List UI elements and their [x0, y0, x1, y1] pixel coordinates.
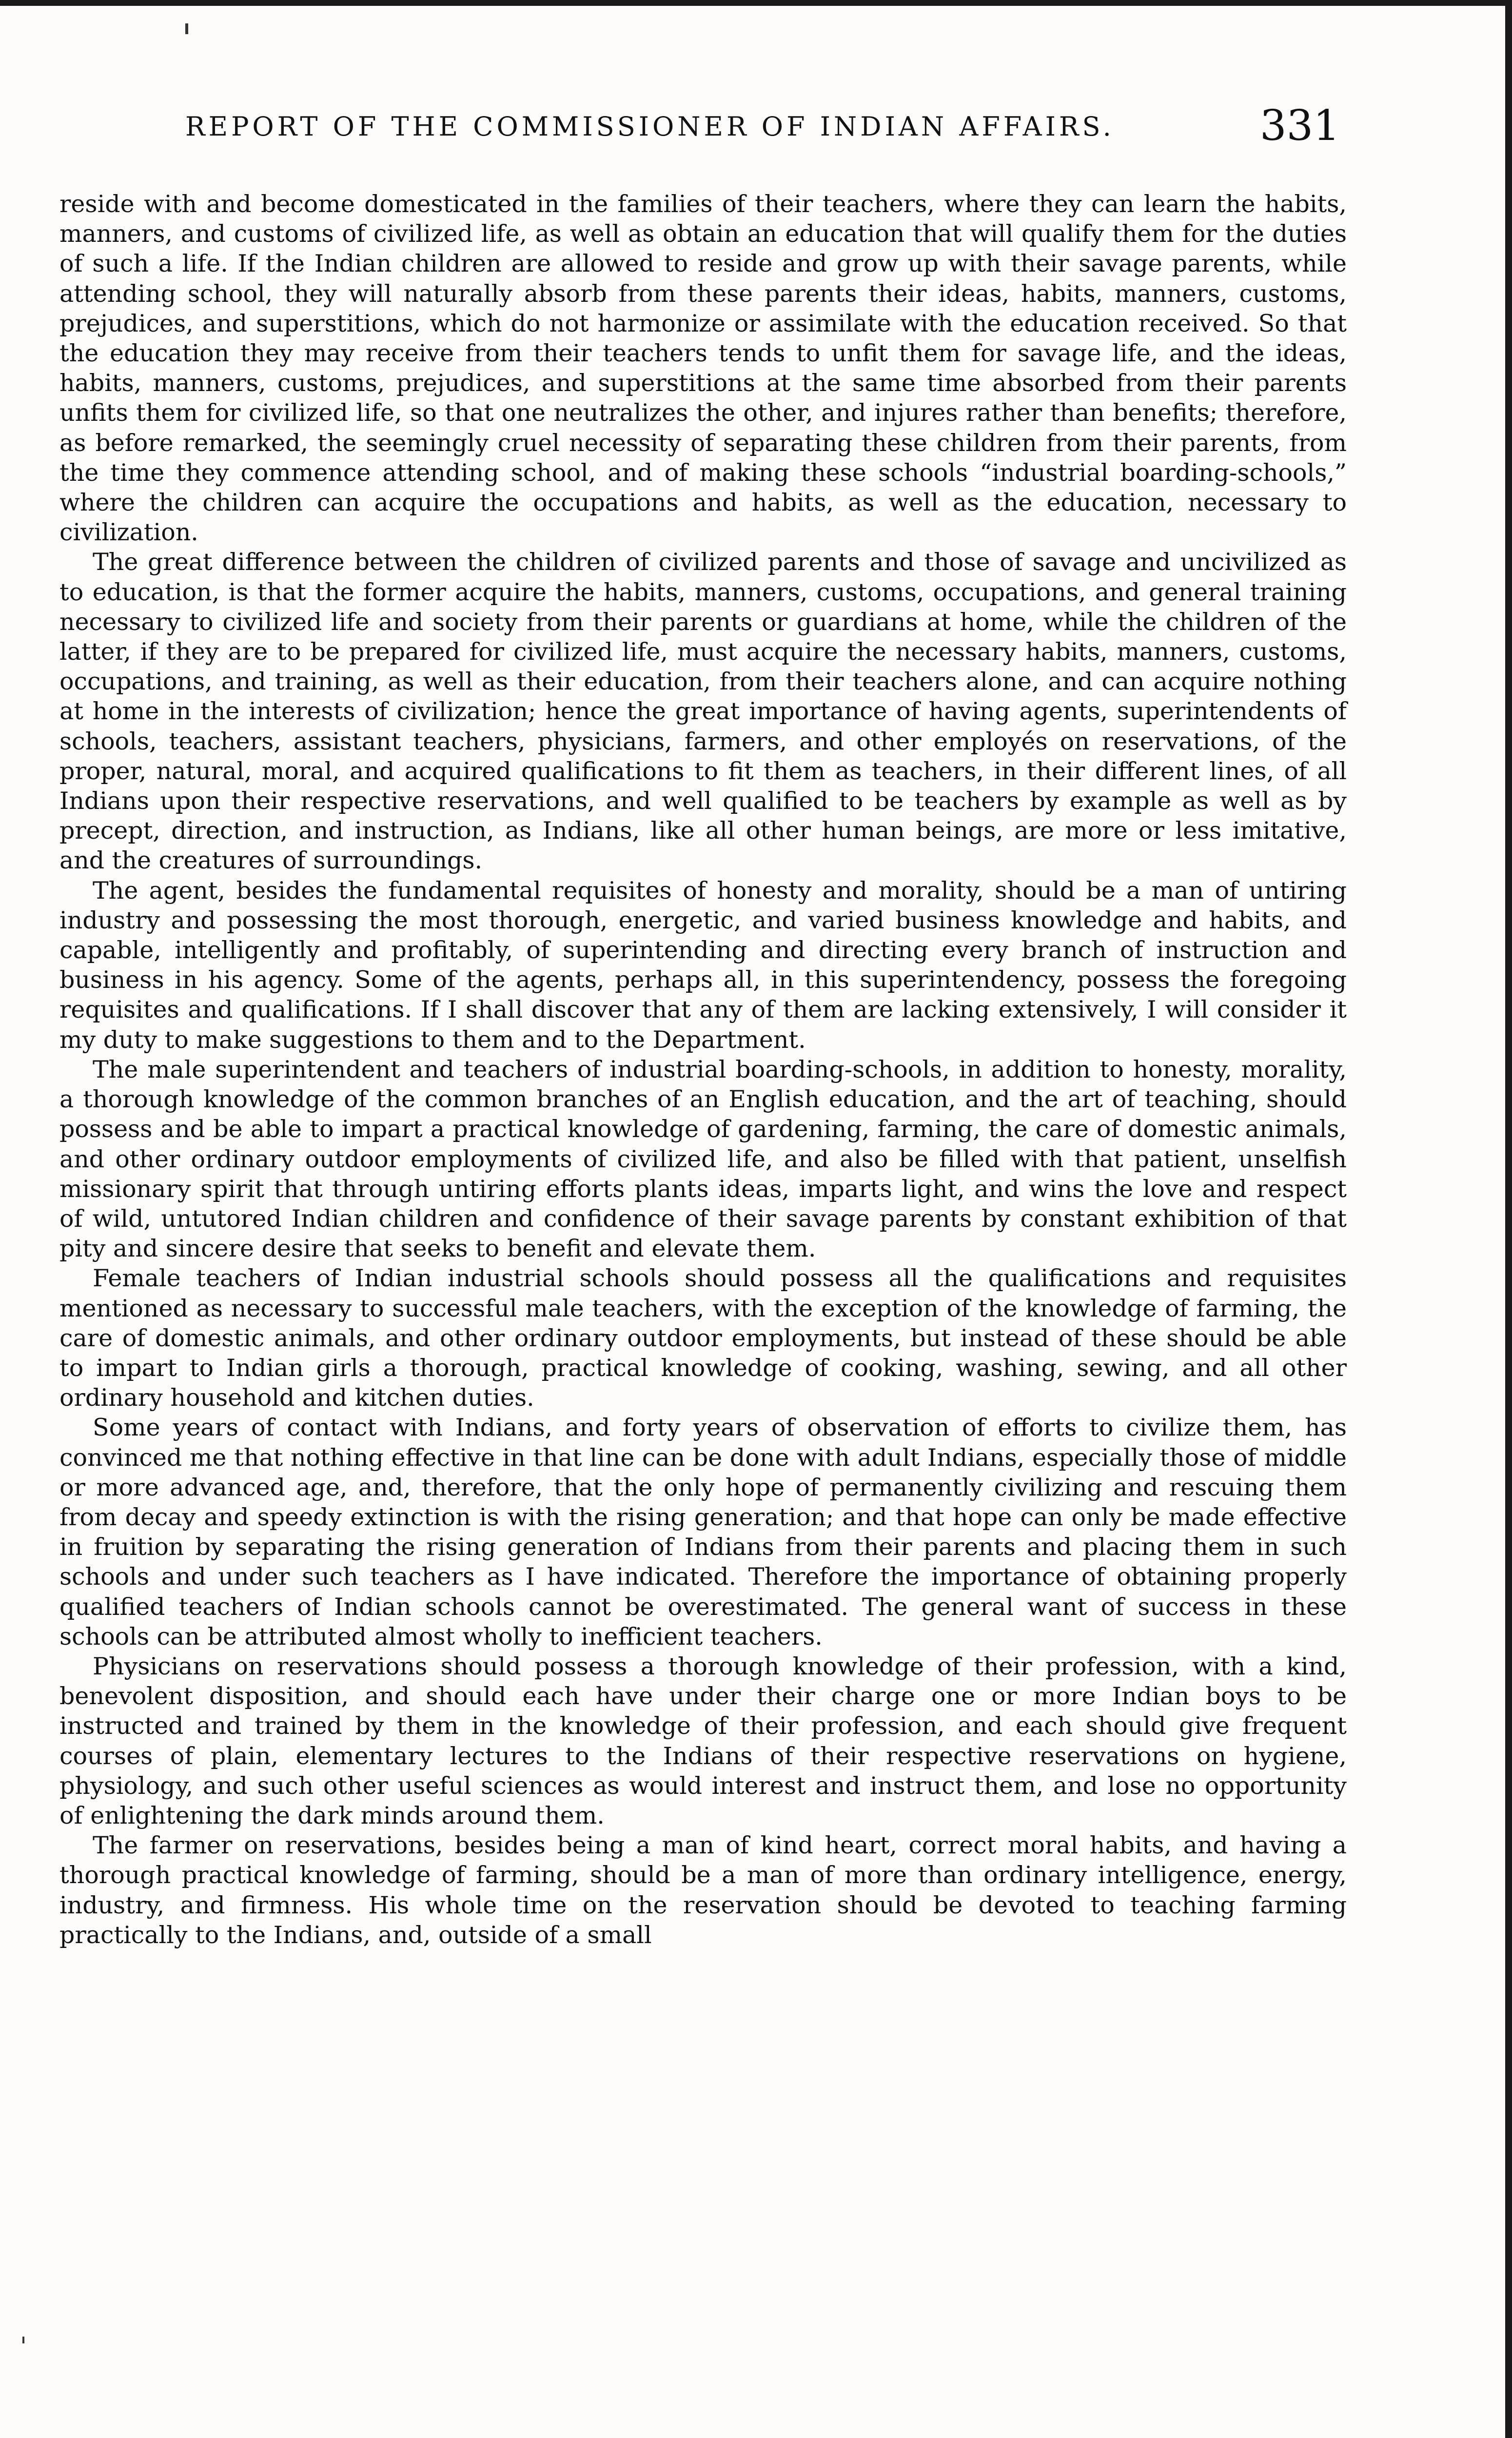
- scan-top-border: [0, 0, 1512, 6]
- paragraph-continuation: reside with and become domesticated in the families of their teachers, where they can learn the habits, manners, and customs of civilized life, as well as obtain an education that will qualify them for the duties of such a life. If the Indian children are allowed to reside and grow up with their savage parents, while attending school, they will naturally absorb from these parents their ideas, habits, manners, customs, prejudices, and superstitions, which do not harmonize or assimilate with the education received. So that the education they may receive from their teachers tends to unfit them for savage life, and the ideas, habits, manners, customs, prejudices, and superstitions at the same time absorbed from their parents unfits them for civilized life, so that one neutralizes the other, and injures rather than benefits; therefore, as before remarked, the seemingly cruel necessity of separating these children from their parents, from the time they commence attending school, and of making these schools “industrial boarding-schools,” where the children can acquire the occupations and habits, as well as the education, necessary to civilization.: [59, 190, 1347, 547]
- paragraph: The farmer on reservations, besides being a man of kind heart, correct moral habits, and having a thorough practical knowledge of farming, should be a man of more than ordinary intelligence, energy, industry, and firmness. His whole time on the reservation should be devoted to teaching farming practically to the Indians, and, outside of a small: [59, 1831, 1347, 1949]
- scan-artifact-mark: [185, 23, 188, 34]
- paragraph: Physicians on reservations should possess a thorough knowledge of their profession, with a kind, benevolent disposition, and should each have under their charge one or more Indian boys to be instructed and trained by them in the knowledge of their profession, and each should give frequent courses of plain, elementary lectures to the Indians of their respective reservations on hygiene, physiology, and such other useful sciences as would interest and instruct them, and lose no opportunity of enlightening the dark minds around them.: [59, 1652, 1347, 1829]
- body-text: [59, 189, 1347, 1950]
- paragraph: Female teachers of Indian industrial schools should possess all the qualifications and requisites mentioned as necessary to successful male teachers, with the exception of the knowledge of farming, the care of domestic animals, and other ordinary outdoor employments, but instead of these should be able to impart to Indian girls a thorough, practical knowledge of cooking, washing, sewing, and all other ordinary household and kitchen duties.: [59, 1264, 1347, 1412]
- paragraph: The male superintendent and teachers of industrial boarding-schools, in addition to honesty, morality, a thorough knowledge of the common branches of an English education, and the art of teaching, should possess and be able to impart a practical knowledge of gardening, farming, the care of domestic animals, and other ordinary outdoor employments of civilized life, and also be filled with that patient, unselfish missionary spirit that through untiring efforts plants ideas, imparts light, and wins the love and respect of wild, untutored Indian children and confidence of their savage parents by constant exhibition of that pity and sincere desire that seeks to benefit and elevate them.: [59, 1055, 1347, 1263]
- scan-right-border: [1505, 0, 1512, 2438]
- paragraph: The great difference between the children of civilized parents and those of savage and uncivilized as to education, is that the former acquire the habits, manners, customs, occupations, and general training necessary to civilized life and society from their parents or guardians at home, while the children of the latter, if they are to be prepared for civilized life, must acquire the necessary habits, manners, customs, occupations, and training, as well as their education, from their teachers alone, and can acquire nothing at home in the interests of civilization; hence the great importance of having agents, superintendents of schools, teachers, assistant teachers, physicians, farmers, and other employés on reservations, of the proper, natural, moral, and acquired qualifications to fit them as teachers, in their different lines, of all Indians upon their respective reservations, and well qualified to be teachers by example as well as by precept, direction, and instruction, as Indians, like all other human beings, are more or less imitative, and the creatures of surroundings.: [59, 548, 1347, 875]
- margin-mark: [22, 2337, 24, 2343]
- page-header: [185, 101, 1346, 150]
- running-head: REPORT OF THE COMMISSIONER OF INDIAN AFFAIRS.: [185, 111, 1115, 142]
- page-number: 331: [1259, 101, 1340, 150]
- paragraph: Some years of contact with Indians, and forty years of observation of efforts to civilize them, has convinced me that nothing effective in that line can be done with adult Indians, especially those of middle or more advanced age, and, therefore, that the only hope of permanently civilizing and rescuing them from decay and speedy extinction is with the rising generation; and that hope can only be made effective in fruition by separating the rising generation of Indians from their parents and placing them in such schools and under such teachers as I have indicated. Therefore the importance of obtaining properly qualified teachers of Indian schools cannot be overestimated. The general want of success in these schools can be attributed almost wholly to inefficient teachers.: [59, 1414, 1347, 1651]
- paragraph: The agent, besides the fundamental requisites of honesty and morality, should be a man of untiring industry and possessing the most thorough, energetic, and varied business knowledge and habits, and capable, intelligently and profitably, of superintending and directing every branch of instruction and business in his agency. Some of the agents, perhaps all, in this superintendency, possess the foregoing requisites and qualifications. If I shall discover that any of them are lacking extensively, I will consider it my duty to make suggestions to them and to the Department.: [59, 876, 1347, 1054]
